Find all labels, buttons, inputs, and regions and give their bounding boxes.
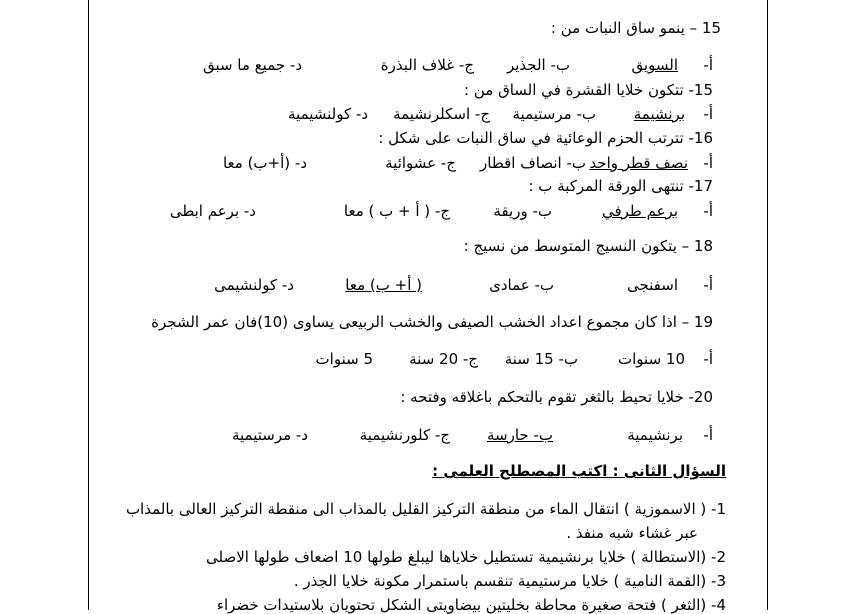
term-item-2: 2- (الاستطالة ) خلايا برنشيمية تستطيل خلاياها ليبلغ طولها 10 اضعاف طولها الاصلى [206,548,726,566]
option-a-answer: السويق [631,56,678,74]
option-d: د- كولنشيمية [288,105,368,123]
option-a: برنشيمية [627,426,683,444]
term-item-1-cont: عبر غشاء شبه منفذ . [566,524,698,542]
option-d: د- مرستيمية [231,426,308,444]
option-d: د- كولنشيمى [214,276,294,294]
option-a: 10 سنوات [618,350,685,368]
question-16-stem: 16- تترتب الحزم الوعائية في ساق النبات على شكل : [378,129,713,147]
option-a-label: أ- [703,154,713,172]
question-19-stem: 19 – اذا كان مجموع اعداد الخشب الصيفى والخشب الربيعى يساوى (10)فان عمر الشجرة [151,313,713,331]
option-a-answer: برعم طرفي [601,202,678,220]
option-b: ب- عمادى [489,276,554,294]
question-15b-stem: 15- تتكون خلايا القشرة في الساق من : [464,81,713,99]
option-b: ب- 15 سنة [504,350,578,368]
option-a-answer: برنشيمة [633,105,685,123]
term-item-4: 4- (الثغر ) فتحة صغيرة محاطة بخليتين بيضاويتى الشكل تحتويان بلاستيدات خضراء [216,596,726,614]
option-b-answer: ب- حارسة [487,426,553,444]
option-d: 5 سنوات [315,350,373,368]
section-2-title: السؤال الثانى : اكتب المصطلح العلمى : [432,462,726,480]
option-c: ج- غلاف البذرة [380,56,474,74]
option-a-label: أ- [703,350,713,368]
term-item-1: 1- ( الاسموزية ) انتقال الماء من منطقة التركيز القليل بالمذاب الى منقطة التركيز العالى بالمذاب [125,500,726,518]
option-c: ج- عشوائية [385,154,456,172]
option-a-label: أ- [703,202,713,220]
option-c: ج- كلورنشيمية [359,426,450,444]
question-15-stem: 15 – ينمو ساق النبات من : [550,19,721,37]
option-b: ب- وريقة [493,202,552,220]
option-a-label: أ- [703,56,713,74]
term-item-3: 3- (القمة النامية ) خلايا مرستيمية تنقسم باستمرار مكونة خلايا الجذر . [293,572,726,590]
option-b: ب- انصاف اقطار [480,154,586,172]
option-a-answer: نصف قطر واحد [589,154,688,172]
question-20-stem: 20- خلايا تحيط بالثغر تقوم بالتحكم باغلاقه وفتحه : [400,388,713,406]
option-d: د- (أ+ب) معا [222,154,307,172]
option-d: د- جميع ما سبق [202,56,302,74]
question-18-stem: 18 – يتكون النسيج المتوسط من نسيج : [463,237,713,255]
option-c: ج- اسكلرنشيمة [393,105,490,123]
option-c-answer: ( أ+ ب) معا [345,276,422,294]
option-a-label: أ- [703,276,713,294]
option-a-label: أ- [703,105,713,123]
option-c: ج- 20 سنة [409,350,478,368]
option-c: ج- ( أ + ب ) معا [343,202,450,220]
question-17-stem: 17- تنتهى الورقة المركبة ب : [528,177,713,195]
option-a: اسفنجى [626,276,678,294]
option-a-label: أ- [703,426,713,444]
option-b: ب- الجذير [506,56,570,74]
option-b: ب- مرستيمية [512,105,596,123]
option-d: د- برعم ابطى [169,202,256,220]
